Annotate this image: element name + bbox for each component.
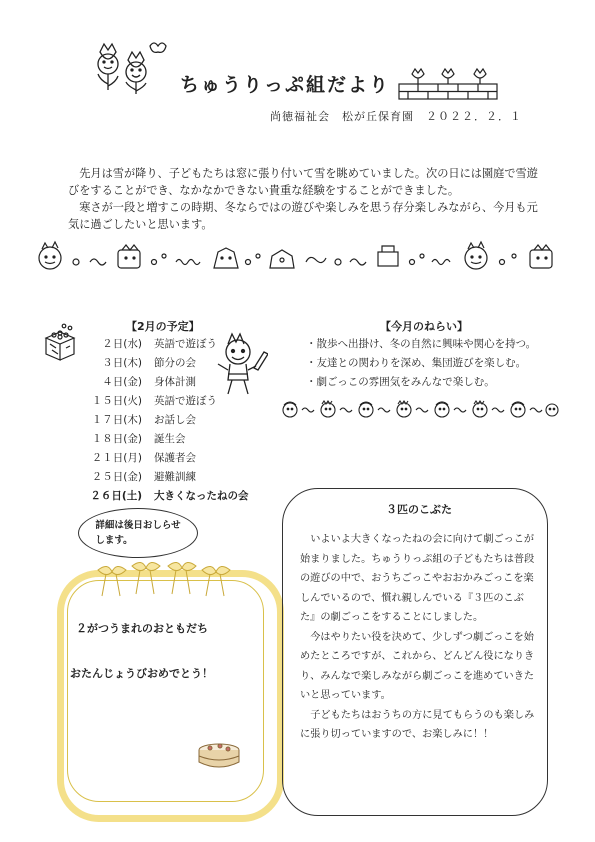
schedule-event: 英語で遊ぼう bbox=[154, 338, 217, 350]
kid-faces-divider-illustration bbox=[280, 398, 560, 420]
cake-illustration bbox=[196, 740, 242, 770]
schedule-date: １５日(火) bbox=[91, 395, 142, 407]
story-text bbox=[300, 530, 536, 745]
story-paragraph: 今はやりたい役を決めて、少しずつ劇ごっこを始めたところですが、これから、どんどん役になりきり、みんなで楽しみながら劇ごっこを進めていきたいと思っています。 bbox=[300, 631, 535, 701]
schedule-item bbox=[78, 450, 249, 469]
schedule-date: ２６日(土) bbox=[90, 490, 142, 502]
organization-date: 尚徳福祉会 松が丘保育園 ２０２２．２．１ bbox=[270, 110, 522, 123]
aims-item: ・友達との関わりを深め、集団遊びを楽しむ。 bbox=[306, 357, 527, 369]
story-paragraph: いよいよ大きくなったねの会に向けて劇ごっこが始まりました。ちゅうりっぷ組の子どもたちは普段の遊びの中で、おうちごっこやおおかみごっこを楽しんでいるので、慣れ親しんでいる『３匹のこぶた』の劇ごっこをすることにしました。 bbox=[300, 534, 535, 623]
aims-list bbox=[306, 336, 536, 393]
schedule-event: 大きくなったねの会 bbox=[154, 490, 249, 502]
brick-wall-tulips-illustration bbox=[398, 66, 498, 100]
schedule-item bbox=[78, 488, 249, 507]
intro-paragraph: 先月は雪が降り、子どもたちは窓に張り付いて雪を眺めていました。次の日には園庭で雪遊びをすることができ、なかなかできない貴重な経験をすることができました。 bbox=[68, 167, 538, 197]
bean-box-illustration bbox=[42, 322, 78, 362]
schedule-item bbox=[78, 469, 249, 488]
schedule-event: 避難訓練 bbox=[154, 471, 196, 483]
oni-divider-illustration bbox=[36, 240, 556, 272]
birthday-message: おたんじょうびおめでとう！ bbox=[70, 667, 213, 680]
schedule-event: 誕生会 bbox=[154, 433, 186, 445]
aims-item: ・劇ごっこの雰囲気をみんなで楽しむ。 bbox=[306, 376, 495, 388]
schedule-date: ４日(金) bbox=[102, 376, 142, 388]
schedule-event: 保護者会 bbox=[154, 452, 196, 464]
aims-item: ・散歩へ出掛け、冬の自然に興味や関心を持つ。 bbox=[306, 338, 537, 350]
schedule-date: ２５日(金) bbox=[91, 471, 142, 483]
intro-paragraph: 寒さが一段と増すこの時期、冬ならではの遊びや楽しみを思う存分楽しみながら、今月も元気に過ごしたいと思います。 bbox=[68, 201, 538, 231]
schedule-date: １７日(木) bbox=[91, 414, 142, 426]
ribbon-garland-illustration bbox=[92, 560, 242, 600]
schedule-event: 英語で遊ぼう bbox=[154, 395, 217, 407]
schedule-event: 身体計測 bbox=[154, 376, 196, 388]
schedule-date: ２１日(月) bbox=[91, 452, 142, 464]
details-later-bubble bbox=[78, 508, 198, 558]
schedule-date: １８日(金) bbox=[91, 433, 142, 445]
page-title: ちゅうりっぷ組だより bbox=[180, 74, 391, 96]
schedule-date: ２日(水) bbox=[102, 338, 142, 350]
schedule-event: お話し会 bbox=[154, 414, 196, 426]
intro-text bbox=[68, 165, 538, 233]
bubble-text-line: します。 bbox=[95, 535, 133, 546]
schedule-date: ３日(木) bbox=[102, 357, 142, 369]
schedule-item bbox=[78, 431, 249, 450]
birthday-heading: ２がつうまれのおともだち bbox=[76, 622, 208, 635]
schedule-event: 節分の会 bbox=[154, 357, 196, 369]
schedule-title: 【2月の予定】 bbox=[126, 320, 200, 333]
story-paragraph: 子どもたちはおうちの方に見てもらうのも楽しみに張り切っていますので、お楽しみに！！ bbox=[300, 709, 535, 740]
story-title: ３匹のこぶた bbox=[386, 503, 452, 516]
bubble-text-line: 詳細は後日おしらせ bbox=[95, 520, 181, 531]
oni-with-club-illustration bbox=[212, 330, 268, 398]
tulip-faces-illustration bbox=[92, 38, 172, 98]
schedule-item bbox=[78, 412, 249, 431]
aims-title: 【今月のねらい】 bbox=[380, 320, 468, 333]
